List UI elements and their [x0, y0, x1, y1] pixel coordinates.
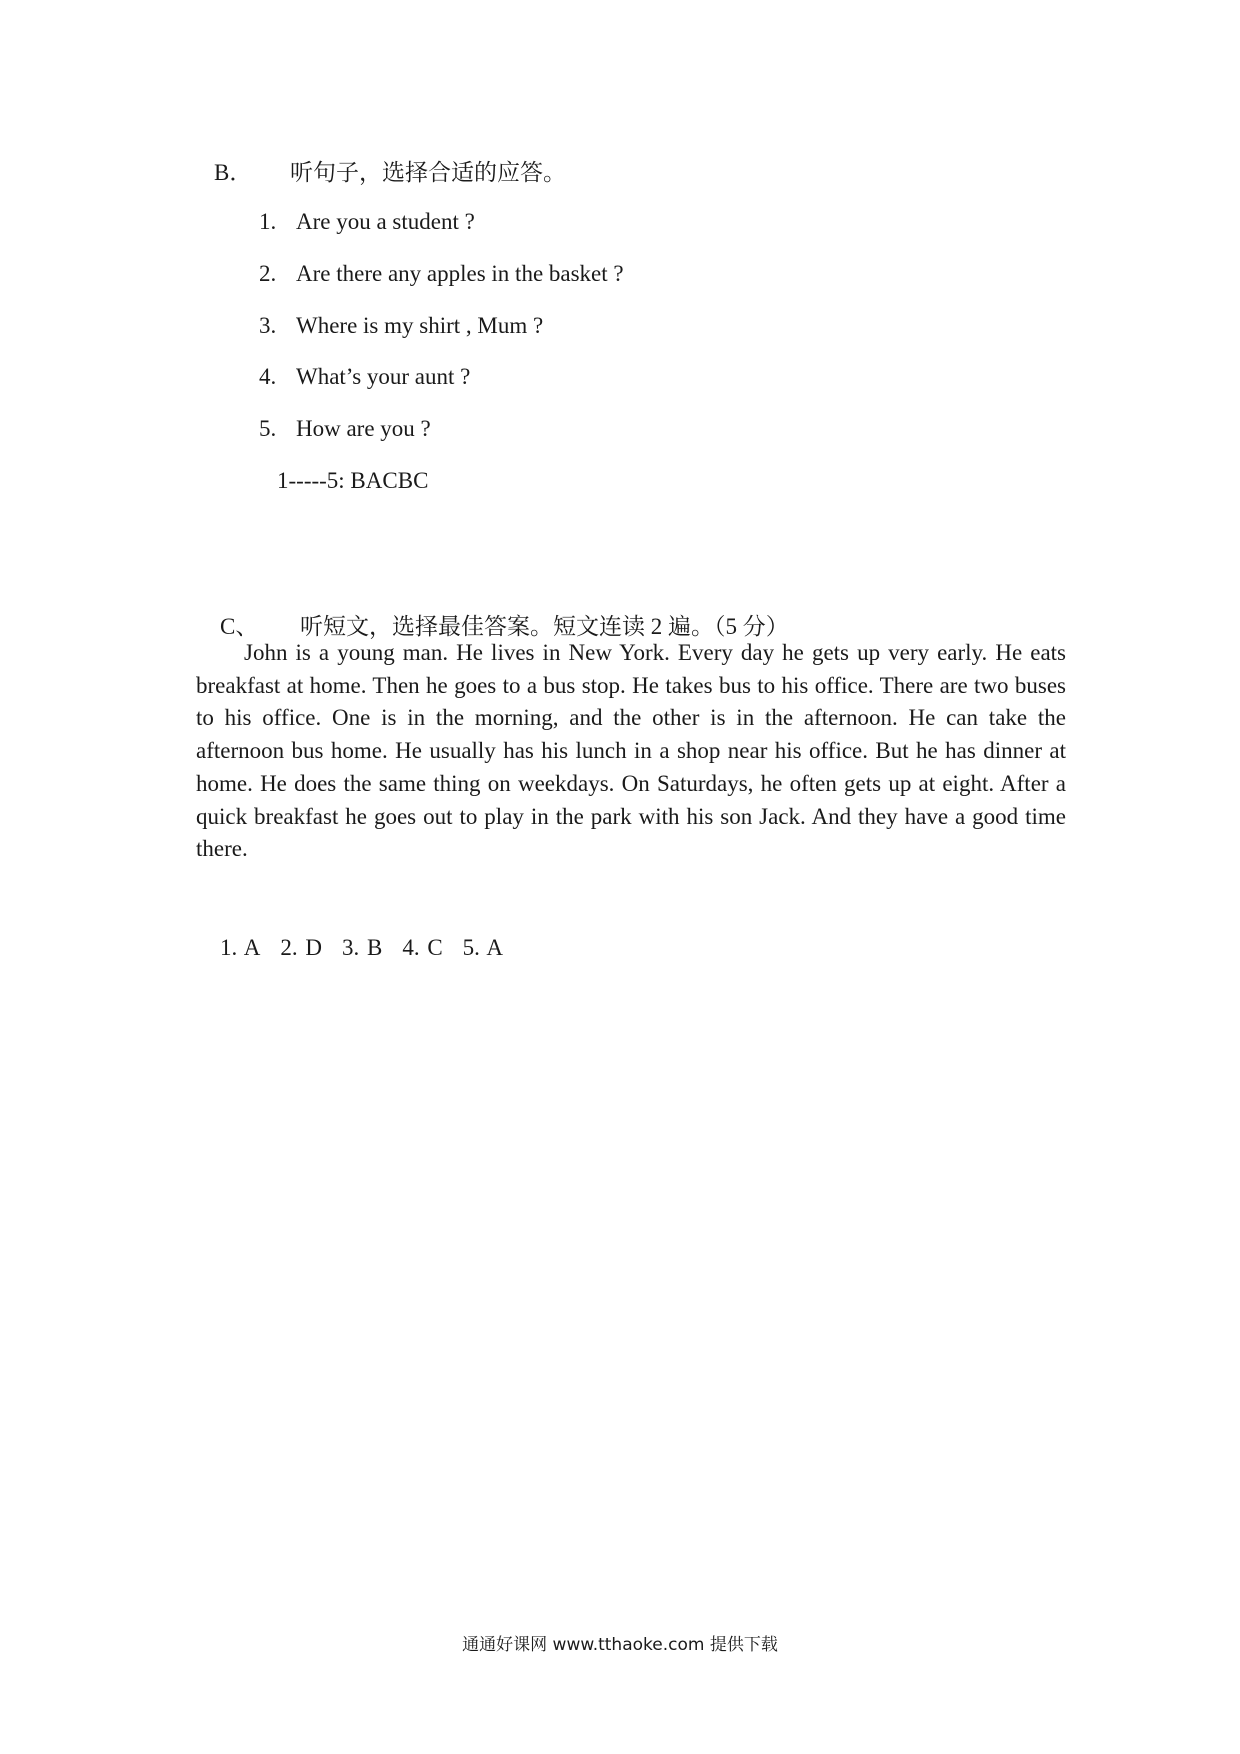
section-c-letter: C、 [220, 614, 259, 639]
list-item [259, 416, 431, 442]
page-footer: 通通好课网 www.tthaoke.com 提供下载 [462, 1635, 778, 1655]
section-b-heading [214, 154, 566, 187]
section-b-answers: 1-----5: BACBC [277, 468, 429, 493]
section-b-letter: B． [214, 160, 253, 185]
item-number: 1. [259, 209, 277, 234]
answer-item: 5. A [462, 935, 503, 960]
item-number: 3. [259, 313, 277, 338]
item-text: What’s your aunt ? [296, 364, 471, 389]
item-number: 2. [259, 261, 277, 286]
list-item [259, 209, 475, 235]
item-number: 5. [259, 416, 277, 441]
item-text: Where is my shirt , Mum ? [296, 313, 544, 338]
item-text: Are you a student ? [296, 209, 475, 234]
section-b-instruction: 听句子，选择合适的应答。 [290, 160, 566, 185]
answer-item: 3. B [341, 935, 383, 960]
answer-item: 2. D [280, 935, 322, 960]
list-item [259, 261, 624, 287]
list-item [259, 313, 543, 339]
answer-item: 1. A [220, 935, 261, 960]
section-c-instruction: 听短文，选择最佳答案。短文连读 2 遍。（5 分） [300, 614, 789, 639]
item-text: Are there any apples in the basket ? [296, 261, 624, 286]
list-item [259, 364, 470, 390]
item-number: 4. [259, 364, 277, 389]
item-text: How are you ? [296, 416, 431, 441]
answer-item: 4. C [402, 935, 443, 960]
section-c-answers [220, 935, 523, 961]
section-c-passage: John is a young man. He lives in New York. Every day he gets up very early. He eats breakfast at home. Then he goes to a bus stop. He takes bus to his office. There are two buses to his office. One is in the morning, and the other is in the afternoon. He can take the afternoon bus home. He usually has his lunch in a shop near his office. But he has dinner at home. He does the same thing on weekdays. On Saturdays, he often gets up at eight. After a quick breakfast he goes out to play in the park with his son Jack. And they have a good time there. [196, 640, 1066, 862]
